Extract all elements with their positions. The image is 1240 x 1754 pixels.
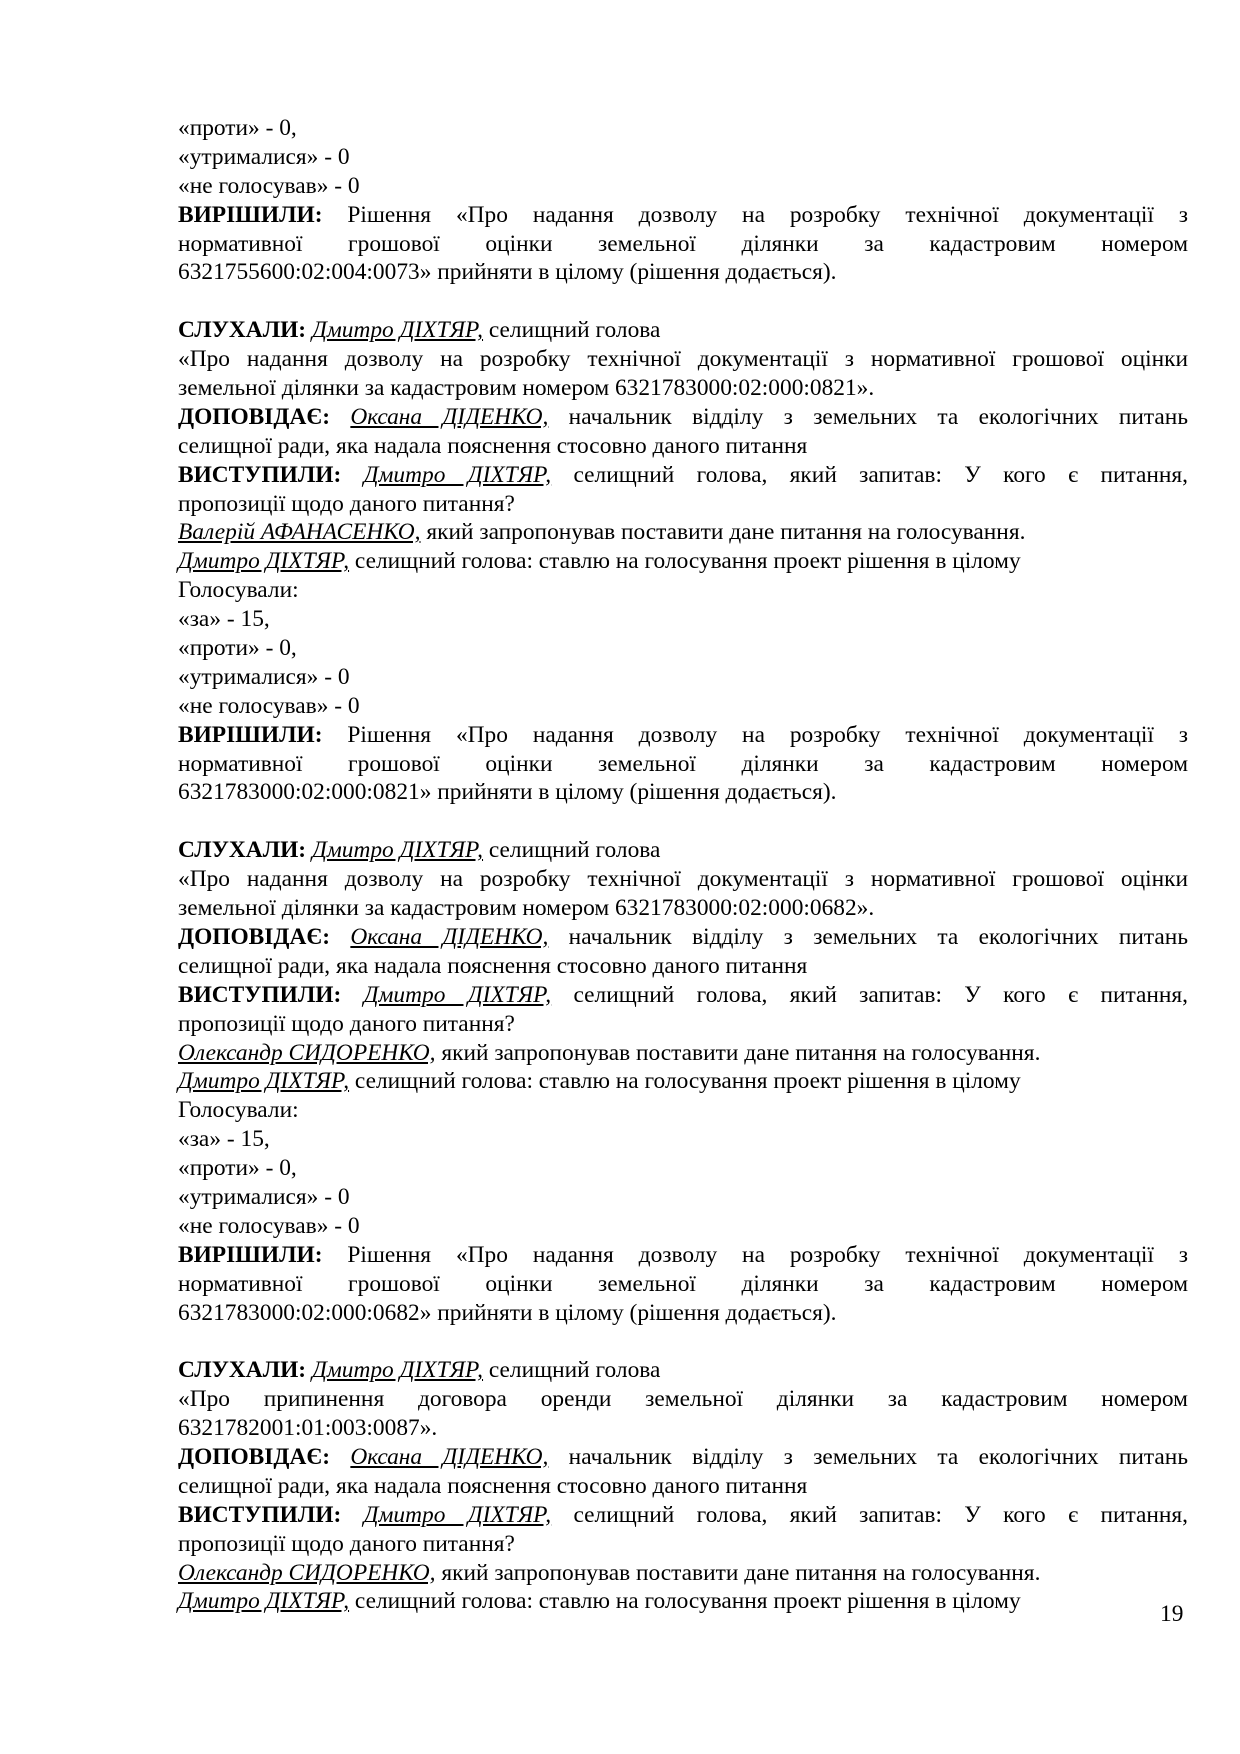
report-text: начальник відділу з земельних та екологічних питань xyxy=(548,923,1188,950)
report-line xyxy=(178,403,1188,432)
spoke-line: пропозиції щодо даного питання? xyxy=(178,490,515,517)
spoke-line xyxy=(178,461,1188,490)
decision-line xyxy=(178,1241,1188,1270)
heard-label: СЛУХАЛИ: xyxy=(178,837,307,864)
vote-not-voted: «не голосував» - 0 xyxy=(178,692,360,719)
decision-line: 6321783000:02:000:0682» прийняти в цілому (рішення додається). xyxy=(178,1299,837,1326)
report-text: начальник відділу з земельних та екологічних питань xyxy=(548,1443,1188,1470)
chair-text: селищний голова: ставлю на голосування проект рішення в цілому xyxy=(349,548,1021,575)
heard-line xyxy=(178,836,1188,865)
report-line xyxy=(178,923,1188,952)
decision-text: Рішення «Про надання дозволу на розробку технічної документації з xyxy=(322,721,1188,748)
speaker-name: Дмитро ДІХТЯР, xyxy=(311,317,484,344)
spoke-name: Дмитро ДІХТЯР, xyxy=(363,461,552,488)
vote-against: «проти» - 0, xyxy=(178,115,297,141)
heard-label: СЛУХАЛИ: xyxy=(178,317,307,344)
heard-label: СЛУХАЛИ: xyxy=(178,1357,307,1384)
voted-label: Голосували: xyxy=(178,1097,299,1124)
topic-line: «Про надання дозволу на розробку технічної документації з нормативної грошової оцінки xyxy=(178,866,1188,893)
spoke-line: пропозиції щодо даного питання? xyxy=(178,1010,515,1037)
proposer-line xyxy=(178,1559,1188,1588)
proposer-line xyxy=(178,1039,1188,1068)
decision-text: Рішення «Про надання дозволу на розробку технічної документації з xyxy=(322,1241,1188,1268)
speaker-role: селищний голова xyxy=(483,837,661,864)
report-text: начальник відділу з земельних та екологічних питань xyxy=(548,403,1188,430)
speaker-name: Дмитро ДІХТЯР, xyxy=(311,837,484,864)
proposer-name: Олександр СИДОРЕНКО, xyxy=(178,1039,436,1066)
reporter-name: Оксана ДІДЕНКО, xyxy=(350,923,549,950)
proposer-name: Олександр СИДОРЕНКО, xyxy=(178,1559,436,1586)
vote-for: «за» - 15, xyxy=(178,606,270,633)
vote-abstain: «утрималися» - 0 xyxy=(178,143,350,170)
report-line: селищної ради, яка надала пояснення стосовно даного питання xyxy=(178,432,808,459)
reporter-name: Оксана ДІДЕНКО, xyxy=(350,1443,549,1470)
vote-against: «проти» - 0, xyxy=(178,1155,297,1182)
report-line xyxy=(178,1443,1188,1472)
chair-line xyxy=(178,1067,1188,1096)
report-line: селищної ради, яка надала пояснення стосовно даного питання xyxy=(178,952,808,979)
decided-label: ВИРІШИЛИ: xyxy=(178,201,323,228)
speaker-name: Дмитро ДІХТЯР, xyxy=(311,1357,484,1384)
report-label: ДОПОВІДАЄ: xyxy=(178,403,331,430)
spoke-text: селищний голова, який запитав: У кого є питання, xyxy=(551,461,1189,488)
topic-line: 6321782001:01:003:0087». xyxy=(178,1415,438,1442)
proposer-name: Валерій АФАНАСЕНКО, xyxy=(178,519,421,546)
vote-for: «за» - 15, xyxy=(178,1126,270,1153)
spoke-label: ВИСТУПИЛИ: xyxy=(178,981,342,1008)
voted-label: Голосували: xyxy=(178,577,299,604)
spoke-line: пропозиції щодо даного питання? xyxy=(178,1530,515,1557)
chair-line xyxy=(178,1587,1188,1616)
proposer-line xyxy=(178,518,1188,547)
chair-name: Дмитро ДІХТЯР, xyxy=(178,548,350,575)
spoke-text: селищний голова, який запитав: У кого є питання, xyxy=(551,981,1189,1008)
proposer-text: який запропонував поставити дане питання на голосування. xyxy=(420,519,1026,546)
topic-line: земельної ділянки за кадастровим номером 6321783000:02:000:0821». xyxy=(178,375,875,402)
spoke-name: Дмитро ДІХТЯР, xyxy=(363,981,552,1008)
heard-line xyxy=(178,1356,1188,1385)
speaker-role: селищний голова xyxy=(483,1357,661,1384)
chair-name: Дмитро ДІХТЯР, xyxy=(178,1588,350,1615)
report-line: селищної ради, яка надала пояснення стосовно даного питання xyxy=(178,1472,808,1499)
chair-name: Дмитро ДІХТЯР, xyxy=(178,1068,350,1095)
vote-not-voted: «не голосував» - 0 xyxy=(178,1212,360,1239)
proposer-text: який запропонував поставити дане питання на голосування. xyxy=(435,1039,1041,1066)
decision-line xyxy=(178,721,1188,750)
decision-line: нормативної грошової оцінки земельної ділянки за кадастровим номером xyxy=(178,750,1188,777)
decided-label: ВИРІШИЛИ: xyxy=(178,1241,323,1268)
report-label: ДОПОВІДАЄ: xyxy=(178,1443,331,1470)
spoke-label: ВИСТУПИЛИ: xyxy=(178,461,342,488)
spoke-text: селищний голова, який запитав: У кого є питання, xyxy=(551,1501,1189,1528)
speaker-role: селищний голова xyxy=(483,317,661,344)
decision-line: 6321783000:02:000:0821» прийняти в цілому (рішення додається). xyxy=(178,779,837,806)
page-number: 19 xyxy=(1160,1601,1184,1627)
topic-line: земельної ділянки за кадастровим номером 6321783000:02:000:0682». xyxy=(178,895,875,922)
chair-line xyxy=(178,547,1188,576)
report-label: ДОПОВІДАЄ: xyxy=(178,923,331,950)
proposer-text: який запропонував поставити дане питання на голосування. xyxy=(435,1559,1041,1586)
decided-label: ВИРІШИЛИ: xyxy=(178,721,323,748)
decision-line: нормативної грошової оцінки земельної ділянки за кадастровим номером xyxy=(178,230,1188,257)
vote-abstain: «утрималися» - 0 xyxy=(178,1183,350,1210)
chair-text: селищний голова: ставлю на голосування проект рішення в цілому xyxy=(349,1588,1021,1615)
spoke-line xyxy=(178,981,1188,1010)
heard-line xyxy=(178,316,1188,345)
decision-line: 6321755600:02:004:0073» прийняти в цілому (рішення додається). xyxy=(178,259,837,286)
vote-against: «проти» - 0, xyxy=(178,635,297,662)
spoke-line xyxy=(178,1501,1188,1530)
decision-text: Рішення «Про надання дозволу на розробку технічної документації з xyxy=(322,201,1188,228)
topic-line: «Про надання дозволу на розробку технічної документації з нормативної грошової оцінки xyxy=(178,346,1188,373)
vote-abstain: «утрималися» - 0 xyxy=(178,663,350,690)
vote-not-voted: «не голосував» - 0 xyxy=(178,172,360,199)
document-page xyxy=(178,114,1188,1616)
spoke-label: ВИСТУПИЛИ: xyxy=(178,1501,342,1528)
reporter-name: Оксана ДІДЕНКО, xyxy=(350,403,549,430)
spoke-name: Дмитро ДІХТЯР, xyxy=(363,1501,552,1528)
topic-line: «Про припинення договора оренди земельної ділянки за кадастровим номером xyxy=(178,1386,1188,1413)
chair-text: селищний голова: ставлю на голосування проект рішення в цілому xyxy=(349,1068,1021,1095)
decision-line xyxy=(178,201,1188,230)
decision-line: нормативної грошової оцінки земельної ділянки за кадастровим номером xyxy=(178,1270,1188,1297)
